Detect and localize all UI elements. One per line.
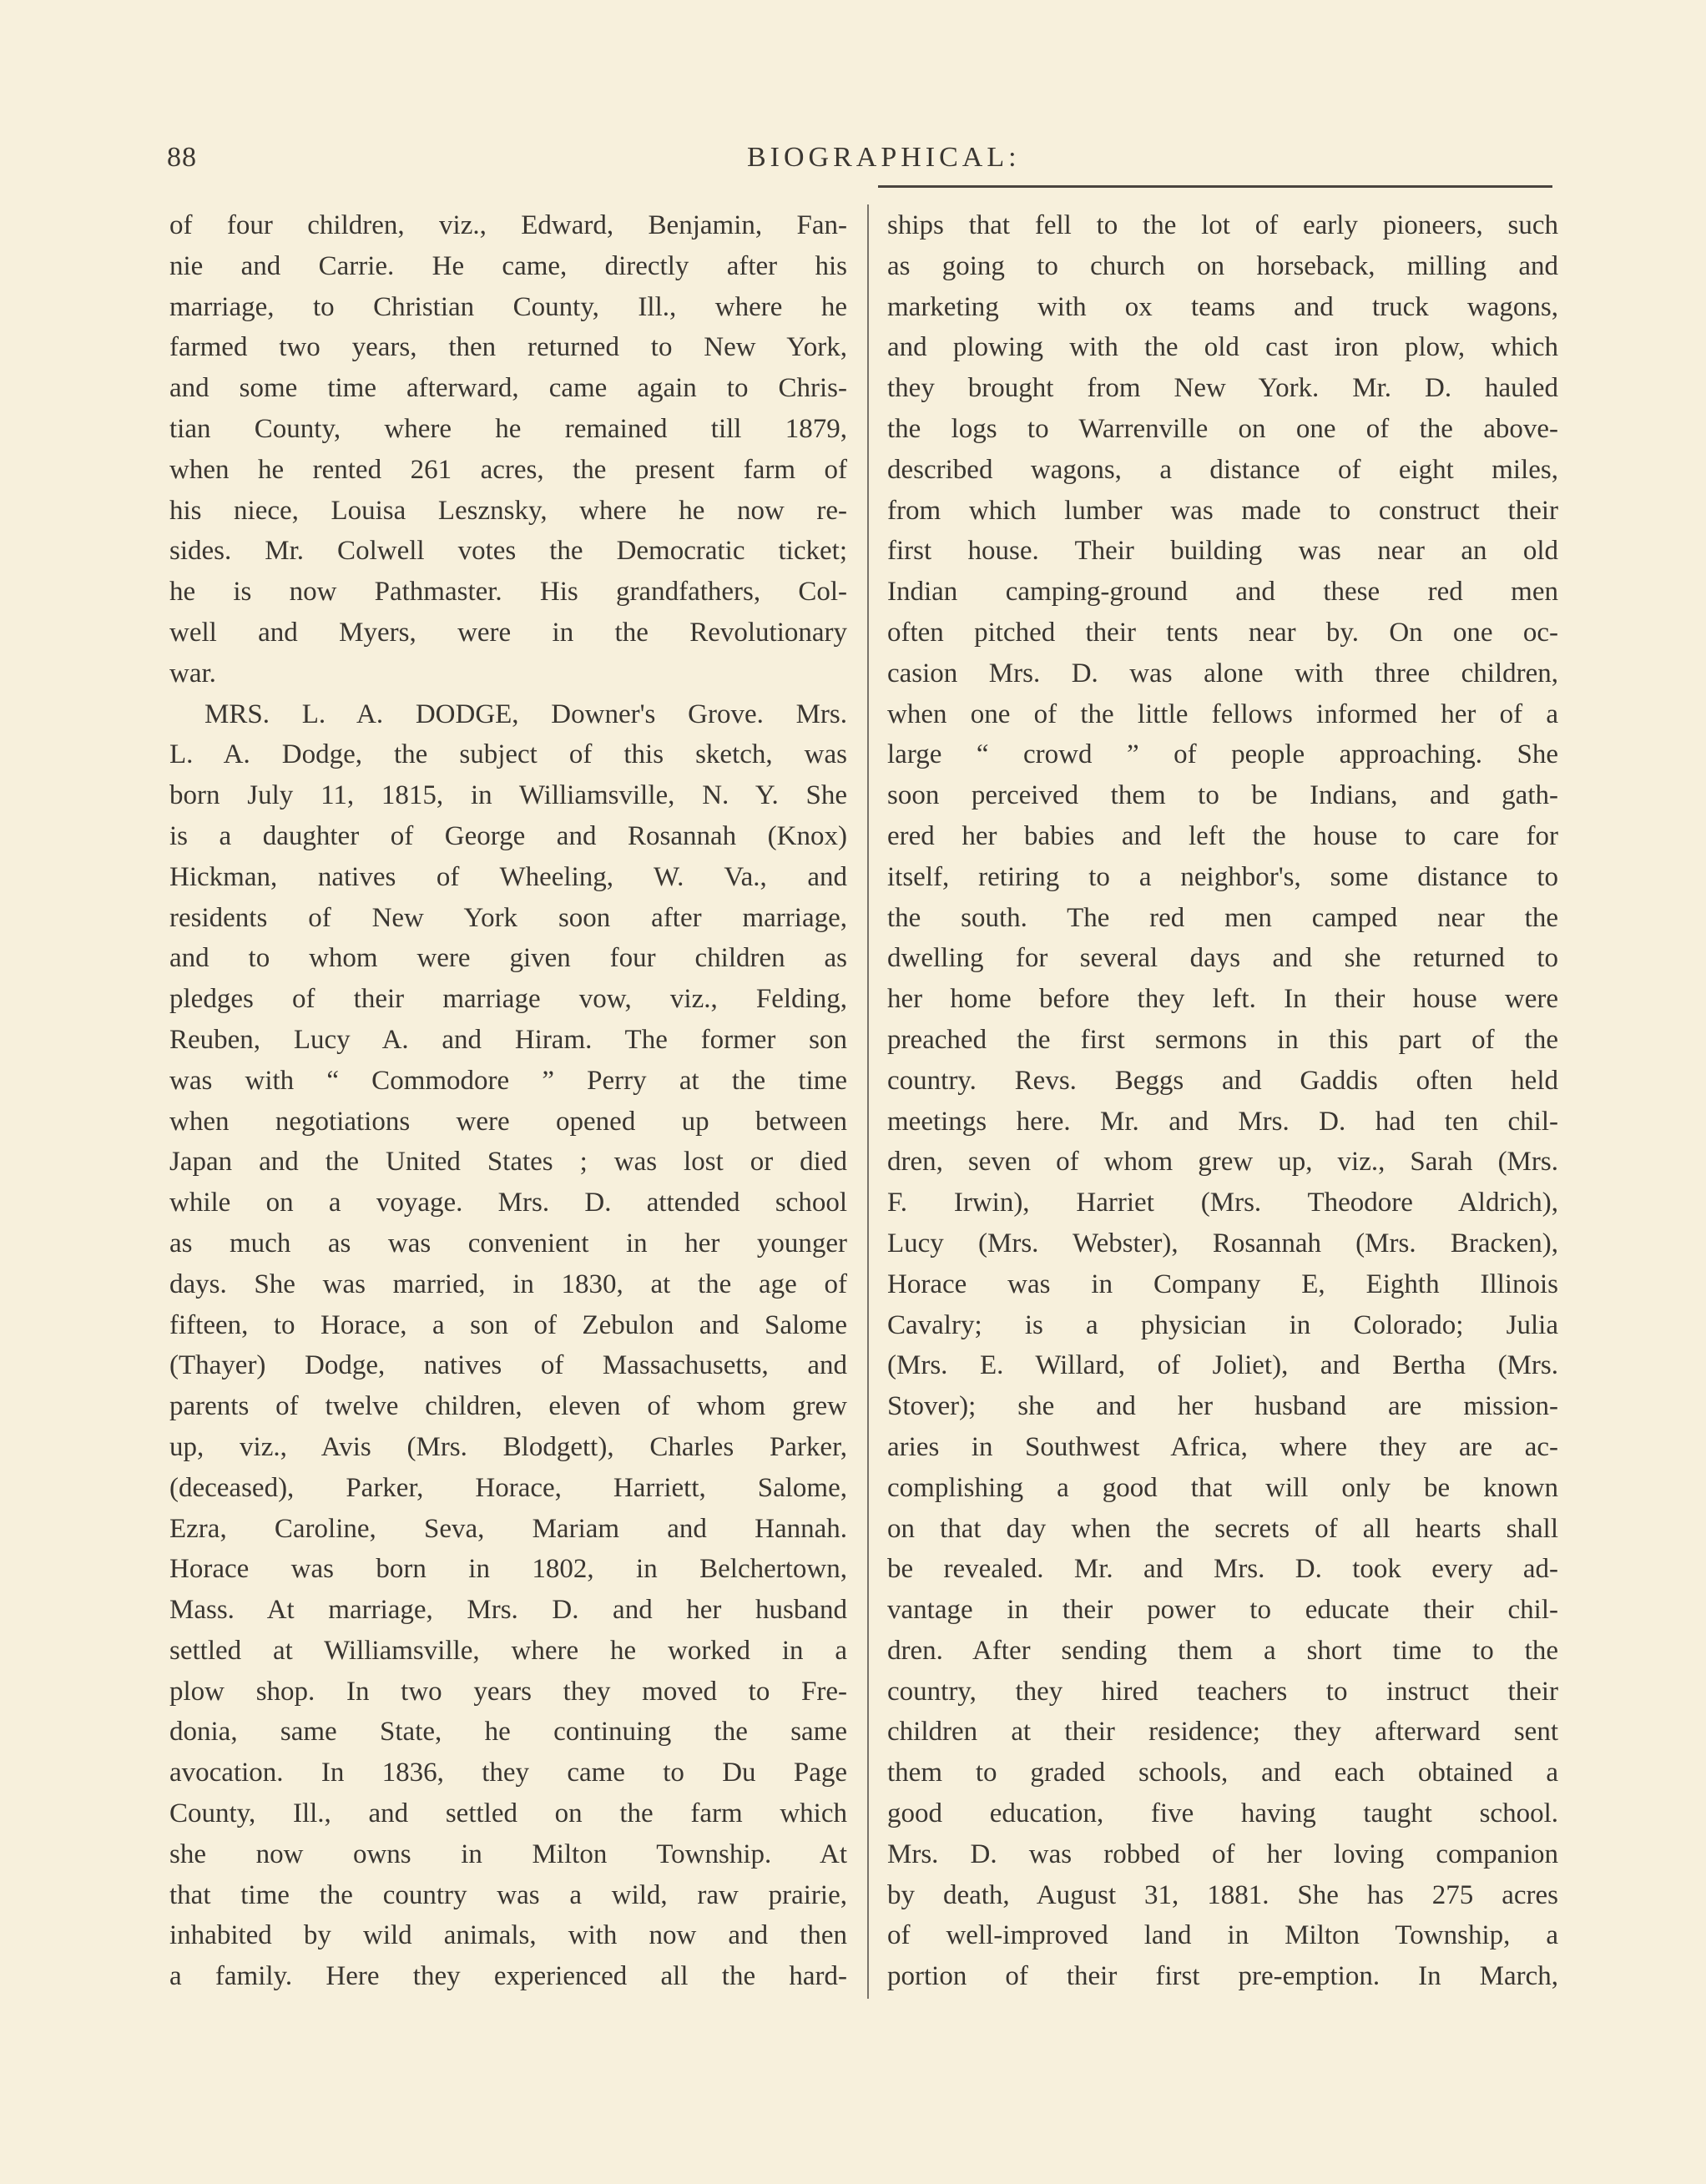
text-line: itself, retiring to a neighbor's, some distance to <box>887 861 1558 892</box>
text-line: first house. Their building was near an old <box>887 536 1558 567</box>
text-column-right <box>887 205 1558 1997</box>
running-head: BIOGRAPHICAL: <box>747 142 1021 173</box>
text-line: is a daughter of George and Rosannah (Knox) <box>169 820 847 851</box>
text-line: his niece, Louisa Lesznsky, where he now re- <box>169 495 847 526</box>
text-line: (deceased), Parker, Horace, Harriett, Salome, <box>169 1472 847 1503</box>
text-line: country, they hired teachers to instruct their <box>887 1676 1558 1707</box>
text-line: the south. The red men camped near the <box>887 902 1558 933</box>
header-rule <box>878 185 1552 188</box>
text-line: dwelling for several days and she returned to <box>887 943 1558 974</box>
text-line: as going to church on horseback, milling and <box>887 250 1558 281</box>
text-line: MRS. L. A. DODGE, Downer's Grove. Mrs. <box>204 699 847 729</box>
text-line: Lucy (Mrs. Webster), Rosannah (Mrs. Bracken), <box>887 1228 1558 1258</box>
text-line: portion of their first pre-emption. In March, <box>887 1961 1558 1992</box>
text-line: donia, same State, he continuing the same <box>169 1717 847 1748</box>
text-line: Mrs. D. was robbed of her loving companion <box>887 1838 1558 1869</box>
text-line: and some time afterward, came again to Chris- <box>169 373 847 404</box>
text-line: parents of twelve children, eleven of whom grew <box>169 1391 847 1422</box>
text-line: that time the country was a wild, raw prairie, <box>169 1879 847 1910</box>
text-line: Mass. At marriage, Mrs. D. and her husband <box>169 1595 847 1626</box>
text-line: good education, five having taught school. <box>887 1798 1558 1829</box>
text-line: (Thayer) Dodge, natives of Massachusetts, and <box>169 1350 847 1381</box>
page-number: 88 <box>167 142 197 173</box>
text-line: tian County, where he remained till 1879, <box>169 413 847 444</box>
text-line: avocation. In 1836, they came to Du Page <box>169 1758 847 1788</box>
text-line: children at their residence; they afterward sent <box>887 1717 1558 1748</box>
text-line: war. <box>169 658 216 688</box>
text-line: her home before they left. In their house were <box>887 984 1558 1015</box>
text-line: dren. After sending them a short time to the <box>887 1635 1558 1666</box>
text-line: preached the first sermons in this part of the <box>887 1024 1558 1055</box>
text-line: and to whom were given four children as <box>169 943 847 974</box>
text-line: born July 11, 1815, in Williamsville, N. Y. She <box>169 780 847 811</box>
text-line: large “ crowd ” of people approaching. She <box>887 739 1558 770</box>
text-line: ered her babies and left the house to care for <box>887 820 1558 851</box>
text-line: described wagons, a distance of eight miles, <box>887 454 1558 485</box>
text-line: plow shop. In two years they moved to Fre- <box>169 1676 847 1707</box>
text-line: from which lumber was made to construct their <box>887 495 1558 526</box>
text-line: inhabited by wild animals, with now and then <box>169 1920 847 1951</box>
text-line: Horace was born in 1802, in Belchertown, <box>169 1554 847 1585</box>
text-line: they brought from New York. Mr. D. hauled <box>887 373 1558 404</box>
text-line: (Mrs. E. Willard, of Joliet), and Bertha (Mrs. <box>887 1350 1558 1381</box>
text-line: when he rented 261 acres, the present farm of <box>169 454 847 485</box>
text-line: County, Ill., and settled on the farm which <box>169 1798 847 1829</box>
text-line: Reuben, Lucy A. and Hiram. The former son <box>169 1024 847 1055</box>
text-line: Japan and the United States ; was lost or died <box>169 1147 847 1178</box>
text-line: by death, August 31, 1881. She has 275 acres <box>887 1879 1558 1910</box>
text-line: soon perceived them to be Indians, and gath- <box>887 780 1558 811</box>
text-column-left <box>169 205 847 1997</box>
text-line: them to graded schools, and each obtained a <box>887 1758 1558 1788</box>
text-line: complishing a good that will only be known <box>887 1472 1558 1503</box>
text-line: as much as was convenient in her younger <box>169 1228 847 1258</box>
text-line: sides. Mr. Colwell votes the Democratic ticket; <box>169 536 847 567</box>
column-divider <box>867 204 869 1999</box>
text-line: while on a voyage. Mrs. D. attended school <box>169 1188 847 1218</box>
text-line: on that day when the secrets of all hearts shall <box>887 1513 1558 1544</box>
text-line: farmed two years, then returned to New York, <box>169 332 847 363</box>
text-line: meetings here. Mr. and Mrs. D. had ten chil- <box>887 1106 1558 1137</box>
text-line: Cavalry; is a physician in Colorado; Julia <box>887 1309 1558 1340</box>
text-line: was with “ Commodore ” Perry at the time <box>169 1065 847 1096</box>
text-line: be revealed. Mr. and Mrs. D. took every ad- <box>887 1554 1558 1585</box>
text-line: aries in Southwest Africa, where they are ac- <box>887 1431 1558 1462</box>
text-line: the logs to Warrenville on one of the above- <box>887 413 1558 444</box>
text-line: a family. Here they experienced all the hard- <box>169 1961 847 1992</box>
text-line: often pitched their tents near by. On one oc- <box>887 617 1558 648</box>
text-line: well and Myers, were in the Revolutionary <box>169 617 847 648</box>
text-line: pledges of their marriage vow, viz., Felding, <box>169 984 847 1015</box>
text-line: Hickman, natives of Wheeling, W. Va., and <box>169 861 847 892</box>
text-line: fifteen, to Horace, a son of Zebulon and Salome <box>169 1309 847 1340</box>
text-line: casion Mrs. D. was alone with three children, <box>887 658 1558 688</box>
text-line: and plowing with the old cast iron plow, which <box>887 332 1558 363</box>
text-line: nie and Carrie. He came, directly after his <box>169 250 847 281</box>
text-line: when one of the little fellows informed her of a <box>887 699 1558 729</box>
text-line: days. She was married, in 1830, at the age of <box>169 1269 847 1299</box>
text-line: vantage in their power to educate their chil- <box>887 1595 1558 1626</box>
text-line: ships that fell to the lot of early pioneers, such <box>887 210 1558 240</box>
text-line: residents of New York soon after marriage, <box>169 902 847 933</box>
text-line: country. Revs. Beggs and Gaddis often held <box>887 1065 1558 1096</box>
text-line: settled at Williamsville, where he worked in a <box>169 1635 847 1666</box>
text-line: F. Irwin), Harriet (Mrs. Theodore Aldrich), <box>887 1188 1558 1218</box>
text-line: L. A. Dodge, the subject of this sketch, was <box>169 739 847 770</box>
text-line: she now owns in Milton Township. At <box>169 1838 847 1869</box>
text-line: Indian camping-ground and these red men <box>887 577 1558 608</box>
text-line: of well-improved land in Milton Township, a <box>887 1920 1558 1951</box>
text-line: Horace was in Company E, Eighth Illinois <box>887 1269 1558 1299</box>
text-line: up, viz., Avis (Mrs. Blodgett), Charles Parker, <box>169 1431 847 1462</box>
text-line: of four children, viz., Edward, Benjamin, Fan- <box>169 210 847 240</box>
text-line: he is now Pathmaster. His grandfathers, Col- <box>169 577 847 608</box>
text-line: dren, seven of whom grew up, viz., Sarah (Mrs. <box>887 1147 1558 1178</box>
text-line: marketing with ox teams and truck wagons, <box>887 291 1558 322</box>
text-line: marriage, to Christian County, Ill., where he <box>169 291 847 322</box>
text-line: when negotiations were opened up between <box>169 1106 847 1137</box>
text-line: Stover); she and her husband are mission- <box>887 1391 1558 1422</box>
text-line: Ezra, Caroline, Seva, Mariam and Hannah. <box>169 1513 847 1544</box>
